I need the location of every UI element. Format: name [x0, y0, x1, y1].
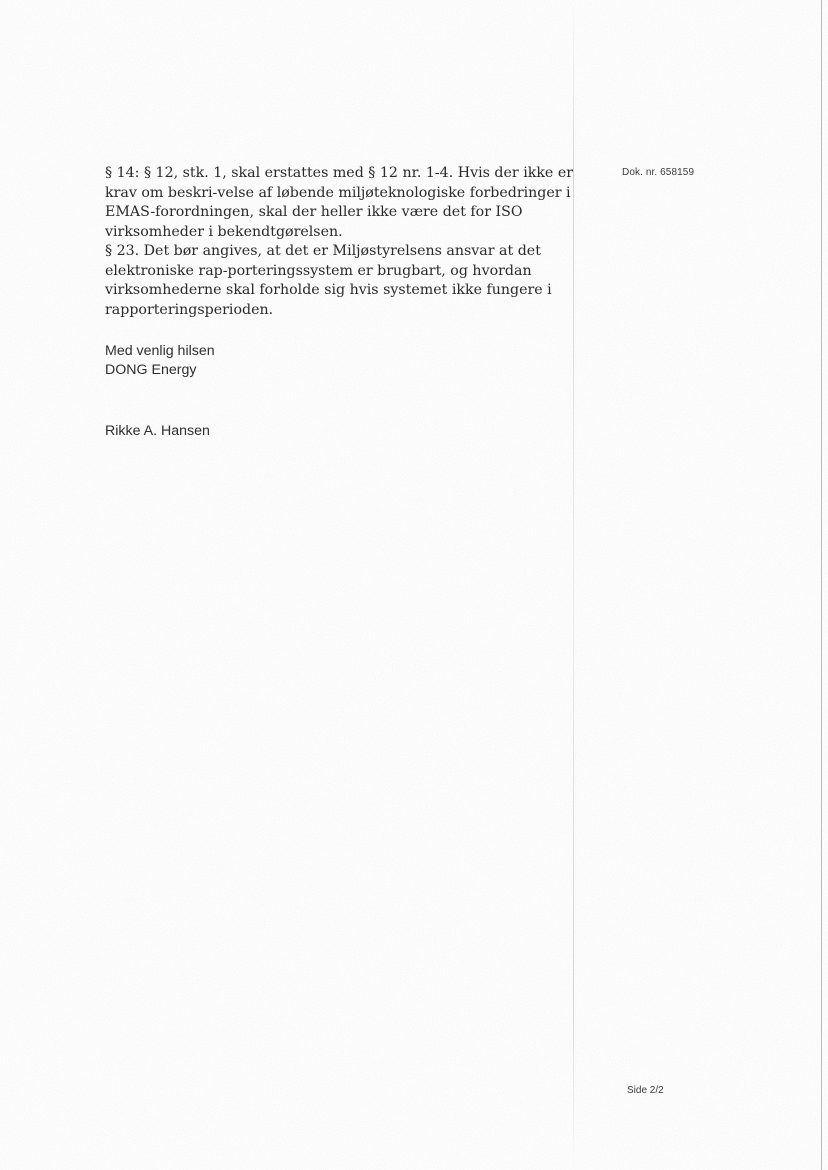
paragraph-section-23: § 23. Det bør angives, at det er Miljøstyrelsens ansvar at det elektroniske rap-porteringssystem er brugbart, og hvordan virksomhederne skal forholde sig hvis systemet ikke fungere i rapporteringsperioden.: [105, 243, 552, 318]
closing-company: DONG Energy: [105, 362, 197, 378]
page-number: Side 2/2: [627, 1085, 664, 1096]
paragraph-section-14: § 14: § 12, stk. 1, skal erstattes med § 12 nr. 1-4. Hvis der ikke er krav om beskri-velse af løbende miljøteknologiske forbedringer i EMAS-forordningen, skal der heller ikke være det for ISO virksomheder i bekendtgørelsen.: [105, 165, 574, 240]
closing-greeting: Med venlig hilsen: [105, 343, 215, 359]
page-edge-line: [821, 0, 822, 1170]
document-number: Dok. nr. 658159: [622, 167, 695, 178]
signatory-name: Rikke A. Hansen: [105, 423, 210, 439]
